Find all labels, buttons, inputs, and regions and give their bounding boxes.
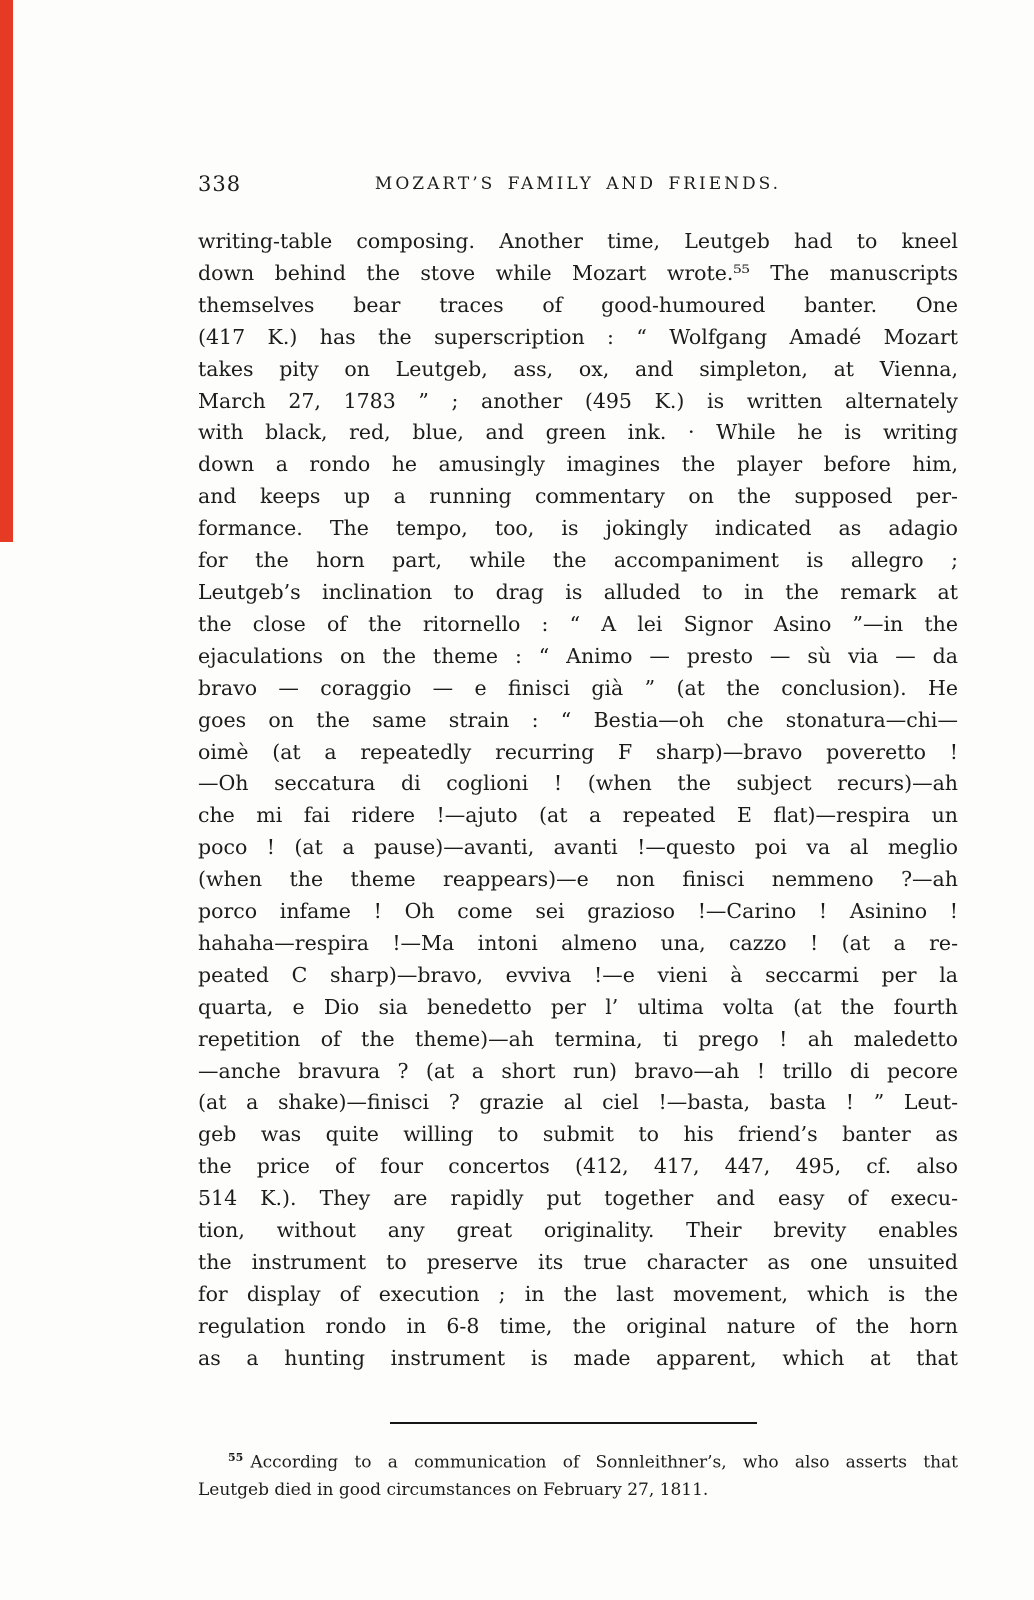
- text-line: the instrument to preserve its true character as one unsuited: [198, 1250, 958, 1274]
- text-line: regulation rondo in 6-8 time, the original nature of the horn: [198, 1313, 958, 1338]
- page-content: [198, 172, 958, 1504]
- text-line: oimè (at a repeatedly recurring F sharp)—bravo poveretto !: [198, 739, 958, 764]
- footnote-line-1: [198, 1444, 958, 1477]
- text-line: March 27, 1783 ” ; another (495 K.) is written alternately: [198, 388, 958, 413]
- footnote: [198, 1444, 958, 1505]
- text-line: (at a shake)—finisci ? grazie al ciel !—basta, basta ! ” Leut-: [198, 1090, 958, 1115]
- text-line: goes on the same strain : “ Bestia—oh che stonatura—chi—: [198, 707, 958, 732]
- text-line: bravo — coraggio — e finisci già ” (at the conclusion). He: [198, 675, 958, 700]
- text-line: as a hunting instrument is made apparent, which at that: [198, 1345, 958, 1370]
- text-line: takes pity on Leutgeb, ass, ox, and simpleton, at Vienna,: [198, 356, 958, 381]
- footnote-text-1: According to a communication of Sonnleithner’s, who also asserts that: [250, 1452, 958, 1473]
- text-line: (417 K.) has the superscription : “ Wolfgang Amadé Mozart: [198, 324, 958, 349]
- page-number: 338: [198, 172, 242, 196]
- text-line: ejaculations on the theme : “ Animo — presto — sù via — da: [198, 643, 958, 668]
- page-header: [198, 172, 958, 202]
- text-line: peated C sharp)—bravo, evviva !—e vieni à seccarmi per la: [198, 962, 958, 987]
- text-line: with black, red, blue, and green ink. · While he is writing: [198, 420, 958, 445]
- text-line: writing-table composing. Another time, Leutgeb had to kneel: [198, 229, 958, 253]
- text-line: down behind the stove while Mozart wrote.⁵⁵ The manuscripts: [198, 260, 958, 285]
- text-line: themselves bear traces of good-humoured banter. One: [198, 292, 958, 317]
- text-line: quarta, e Dio sia benedetto per l’ ultima volta (at the fourth: [198, 994, 958, 1019]
- body-text: [198, 226, 958, 1375]
- text-line: the price of four concertos (412, 417, 447, 495, cf. also: [198, 1154, 958, 1179]
- text-line: Leutgeb’s inclination to drag is alluded to in the remark at: [198, 579, 958, 604]
- text-line: poco ! (at a pause)—avanti, avanti !—questo poi va al meglio: [198, 835, 958, 860]
- footnote-separator-rule: [390, 1422, 757, 1424]
- text-line: che mi fai ridere !—ajuto (at a repeated E flat)—respira un: [198, 803, 958, 828]
- text-line: repetition of the theme)—ah termina, ti prego ! ah maledetto: [198, 1026, 958, 1051]
- text-line: 514 K.). They are rapidly put together and easy of execu-: [198, 1186, 958, 1211]
- text-line: hahaha—respira !—Ma intoni almeno una, cazzo ! (at a re-: [198, 930, 958, 955]
- text-line: and keeps up a running commentary on the supposed per-: [198, 484, 958, 509]
- text-line: —Oh seccatura di coglioni ! (when the subject recurs)—ah: [198, 771, 958, 796]
- text-line: (when the theme reappears)—e non finisci nemmeno ?—ah: [198, 867, 958, 892]
- text-line: for display of execution ; in the last movement, which is the: [198, 1281, 958, 1306]
- footnote-marker: 55: [228, 1450, 244, 1464]
- text-line: geb was quite willing to submit to his friend’s banter as: [198, 1122, 958, 1147]
- text-line: formance. The tempo, too, is jokingly indicated as adagio: [198, 516, 958, 541]
- text-line: porco infame ! Oh come sei grazioso !—Carino ! Asinino !: [198, 899, 958, 924]
- text-line: tion, without any great originality. Their brevity enables: [198, 1218, 958, 1243]
- footnote-line-2: Leutgeb died in good circumstances on February 27, 1811.: [198, 1480, 709, 1501]
- text-line: for the horn part, while the accompaniment is allegro ;: [198, 548, 958, 573]
- running-title: MOZART’S FAMILY AND FRIENDS.: [374, 174, 782, 194]
- text-line: —anche bravura ? (at a short run) bravo—ah ! trillo di pecore: [198, 1058, 958, 1083]
- text-line: down a rondo he amusingly imagines the player before him,: [198, 452, 958, 477]
- scan-artifact-red-bar: [0, 0, 13, 542]
- text-line: the close of the ritornello : “ A lei Signor Asino ”—in the: [198, 611, 958, 636]
